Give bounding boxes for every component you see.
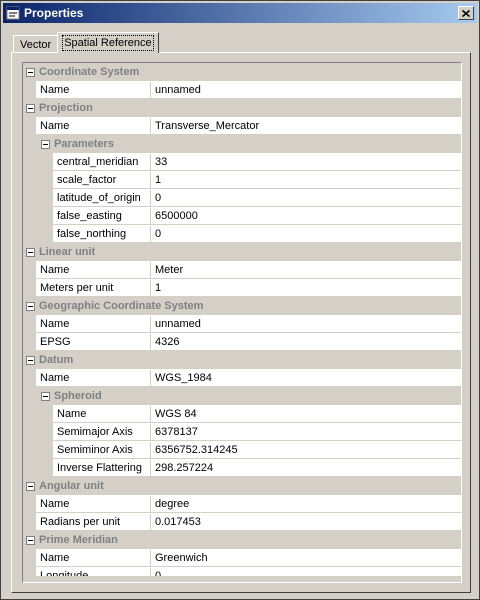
collapse-icon[interactable]	[26, 356, 35, 365]
property-tree[interactable]	[22, 62, 462, 583]
section-title: Angular unit	[39, 480, 104, 492]
section-title: Geographic Coordinate System	[39, 300, 204, 312]
property-value[interactable]: 1	[151, 280, 461, 297]
row-gutter	[23, 171, 53, 189]
property-value[interactable]: Meter	[151, 262, 461, 279]
property-name: false_easting	[53, 208, 151, 225]
property-row[interactable]	[23, 171, 461, 189]
collapse-icon[interactable]	[26, 302, 35, 311]
property-row[interactable]	[23, 261, 461, 279]
property-row[interactable]	[23, 279, 461, 297]
property-name: Name	[53, 406, 151, 423]
section-header[interactable]	[23, 531, 461, 549]
property-value[interactable]: 0	[151, 190, 461, 207]
property-row[interactable]	[23, 207, 461, 225]
row-gutter	[23, 495, 36, 513]
spatial-reference-panel	[11, 52, 471, 593]
row-gutter	[23, 207, 53, 225]
property-row[interactable]	[23, 405, 461, 423]
collapse-icon[interactable]	[26, 104, 35, 113]
property-name: Name	[36, 370, 151, 387]
property-row[interactable]	[23, 459, 461, 477]
row-gutter	[23, 279, 36, 297]
tab-vector-label: Vector	[20, 38, 52, 51]
property-name: false_northing	[53, 226, 151, 243]
property-value[interactable]: Greenwich	[151, 550, 461, 567]
property-value[interactable]: 33	[151, 154, 461, 171]
row-gutter	[23, 405, 53, 423]
section-title: Projection	[39, 102, 93, 114]
section-title: Datum	[39, 354, 74, 366]
collapse-icon[interactable]	[26, 482, 35, 491]
section-title: Parameters	[54, 138, 114, 150]
property-name: Semiminor Axis	[53, 442, 151, 459]
property-name: latitude_of_origin	[53, 190, 151, 207]
property-name: Name	[36, 316, 151, 333]
tab-spatial-reference-label: Spatial Reference	[64, 37, 152, 49]
property-name: Meters per unit	[36, 280, 151, 297]
row-gutter	[23, 81, 36, 99]
row-gutter	[23, 423, 53, 441]
property-value[interactable]: 298.257224	[151, 460, 461, 477]
property-row[interactable]	[23, 333, 461, 351]
property-name: central_meridian	[53, 154, 151, 171]
section-title: Spheroid	[54, 390, 102, 402]
property-row[interactable]	[23, 225, 461, 243]
row-gutter	[23, 189, 53, 207]
collapse-icon[interactable]	[26, 248, 35, 257]
property-value[interactable]: unnamed	[151, 82, 461, 99]
property-row[interactable]	[23, 315, 461, 333]
property-name: EPSG	[36, 334, 151, 351]
property-name: Name	[36, 262, 151, 279]
property-row[interactable]	[23, 117, 461, 135]
title-bar[interactable]	[3, 3, 477, 23]
property-value[interactable]: Transverse_Mercator	[151, 118, 461, 135]
close-button[interactable]	[458, 6, 474, 20]
section-header[interactable]	[23, 99, 461, 117]
row-gutter	[23, 459, 53, 477]
property-value[interactable]: 0.017453	[151, 514, 461, 531]
property-value[interactable]: degree	[151, 496, 461, 513]
row-gutter	[23, 225, 53, 243]
collapse-icon[interactable]	[26, 68, 35, 77]
tab-vector[interactable]	[13, 35, 58, 53]
section-title: Coordinate System	[39, 66, 140, 78]
row-gutter	[23, 117, 36, 135]
property-row[interactable]	[23, 369, 461, 387]
property-row[interactable]	[23, 549, 461, 567]
property-name: Name	[36, 496, 151, 513]
collapse-icon[interactable]	[26, 536, 35, 545]
window-title: Properties	[24, 6, 84, 20]
section-header[interactable]	[23, 135, 461, 153]
property-name: Name	[36, 118, 151, 135]
property-value[interactable]: 6356752.314245	[151, 442, 461, 459]
property-row[interactable]	[23, 495, 461, 513]
row-gutter	[23, 549, 36, 567]
section-header[interactable]	[23, 63, 461, 81]
section-header[interactable]	[23, 297, 461, 315]
row-gutter	[23, 315, 36, 333]
property-row[interactable]	[23, 441, 461, 459]
property-value[interactable]: 4326	[151, 334, 461, 351]
row-gutter	[23, 333, 36, 351]
property-row[interactable]	[23, 513, 461, 531]
close-icon	[462, 10, 470, 17]
property-value[interactable]: 6378137	[151, 424, 461, 441]
section-header[interactable]	[23, 243, 461, 261]
property-row[interactable]	[23, 81, 461, 99]
section-header[interactable]	[23, 351, 461, 369]
collapse-icon[interactable]	[41, 140, 50, 149]
property-name: Name	[36, 550, 151, 567]
property-name: Name	[36, 82, 151, 99]
section-header[interactable]	[23, 477, 461, 495]
property-row[interactable]	[23, 423, 461, 441]
section-header[interactable]	[23, 387, 461, 405]
property-name: Radians per unit	[36, 514, 151, 531]
row-gutter	[23, 261, 36, 279]
property-value[interactable]: WGS 84	[151, 406, 461, 423]
property-name: Semimajor Axis	[53, 424, 151, 441]
section-title: Linear unit	[39, 246, 96, 258]
collapse-icon[interactable]	[41, 392, 50, 401]
property-value[interactable]: WGS_1984	[151, 370, 461, 387]
property-value[interactable]: unnamed	[151, 316, 461, 333]
row-gutter	[23, 441, 53, 459]
property-row[interactable]	[23, 153, 461, 171]
row-gutter	[23, 513, 36, 531]
property-name: scale_factor	[53, 172, 151, 189]
property-row[interactable]	[23, 189, 461, 207]
tree-bottom-edge	[23, 576, 461, 582]
properties-app-icon	[6, 6, 20, 20]
tab-strip	[13, 32, 158, 53]
property-value[interactable]: 0	[151, 226, 461, 243]
property-name: Inverse Flattering	[53, 460, 151, 477]
row-gutter	[23, 153, 53, 171]
property-value[interactable]: 1	[151, 172, 461, 189]
row-gutter	[23, 369, 36, 387]
tab-spatial-reference[interactable]	[57, 32, 158, 53]
property-value[interactable]: 6500000	[151, 208, 461, 225]
section-title: Prime Meridian	[39, 534, 118, 546]
